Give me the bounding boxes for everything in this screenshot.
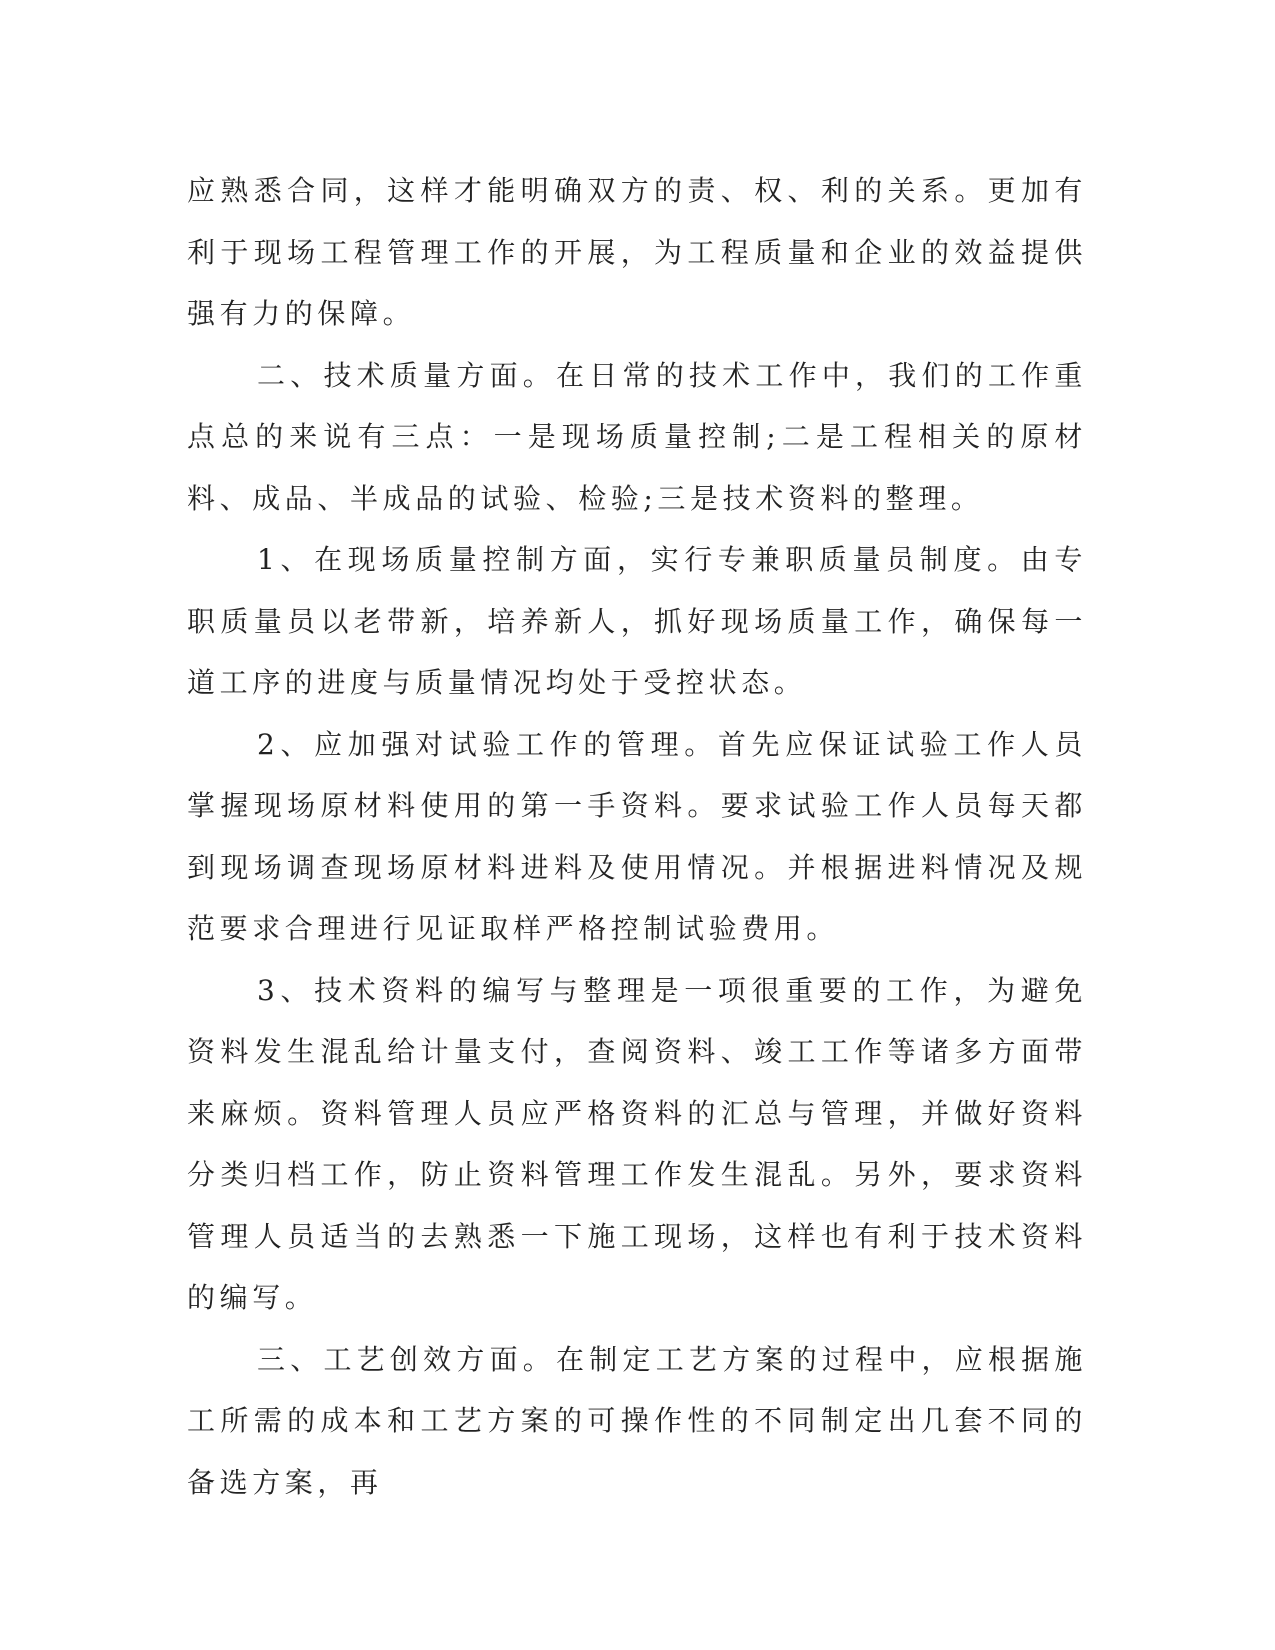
paragraph-technical-quality: 二、技术质量方面。在日常的技术工作中，我们的工作重点总的来说有三点：一是现场质量控制;二是工程相关的原材料、成品、半成品的试验、检验;三是技术资料的整理。 xyxy=(187,358,1087,515)
document-body xyxy=(187,160,1087,1513)
paragraph-process-efficiency: 三、工艺创效方面。在制定工艺方案的过程中，应根据施工所需的成本和工艺方案的可操作性的不同制定出几套不同的备选方案，再 xyxy=(187,1342,1087,1499)
paragraph-testing-management: 2、应加强对试验工作的管理。首先应保证试验工作人员掌握现场原材料使用的第一手资料。要求试验工作人员每天都到现场调查现场原材料进料及使用情况。并根据进料情况及规范要求合理进行见证取样严格控制试验费用。 xyxy=(187,727,1087,945)
paragraph-contract: 应熟悉合同，这样才能明确双方的责、权、利的关系。更加有利于现场工程管理工作的开展，为工程质量和企业的效益提供强有力的保障。 xyxy=(187,174,1087,330)
paragraph-technical-documents: 3、技术资料的编写与整理是一项很重要的工作，为避免资料发生混乱给计量支付，查阅资料、竣工工作等诸多方面带来麻烦。资料管理人员应严格资料的汇总与管理，并做好资料分类归档工作，防止资料管理工作发生混乱。另外，要求资料管理人员适当的去熟悉一下施工现场，这样也有利于技术资料的编写。 xyxy=(187,973,1087,1314)
paragraph-site-quality-control: 1、在现场质量控制方面，实行专兼职质量员制度。由专职质量员以老带新，培养新人，抓好现场质量工作，确保每一道工序的进度与质量情况均处于受控状态。 xyxy=(187,543,1087,699)
